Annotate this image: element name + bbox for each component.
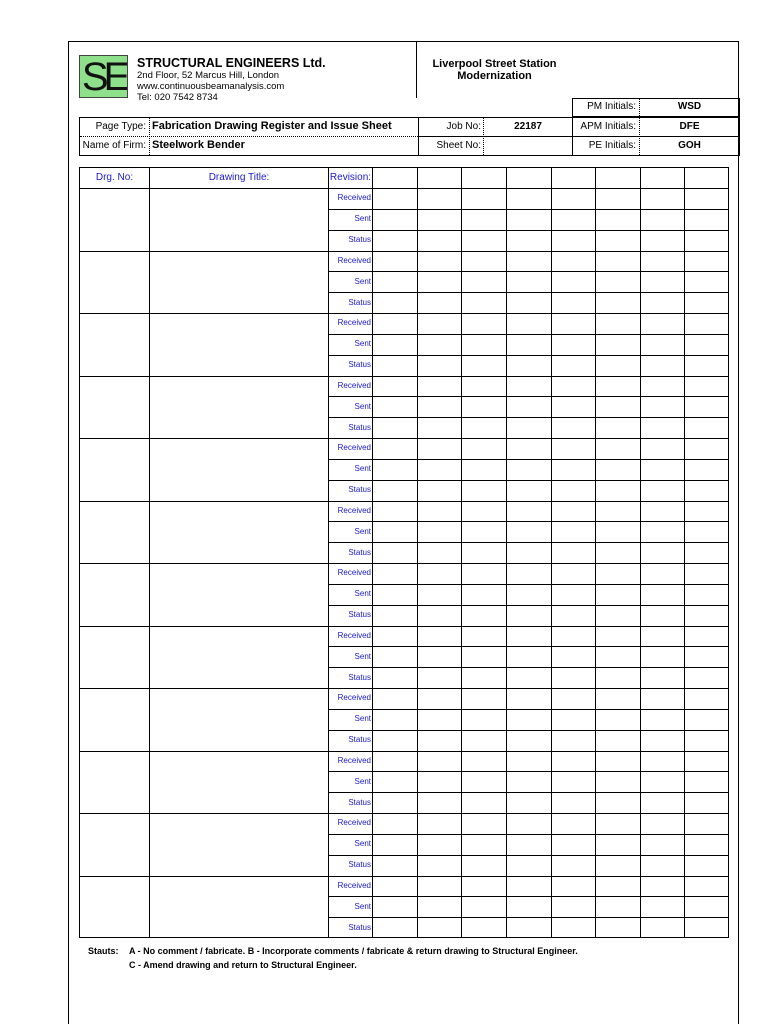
grid-row-line xyxy=(79,563,729,564)
drawing-register-table xyxy=(79,167,729,938)
sub-row-label-status: Status xyxy=(348,235,371,244)
sub-row-label-status: Status xyxy=(348,673,371,682)
grid-header-line xyxy=(79,188,729,189)
sub-row-label-status: Status xyxy=(348,298,371,307)
sub-row-label-status: Status xyxy=(348,860,371,869)
grid-row-line xyxy=(79,376,729,377)
status-legend-label: Stauts: xyxy=(88,946,119,956)
grid-row-line xyxy=(328,917,729,918)
grid-row-line xyxy=(328,292,729,293)
sub-row-label-received: Received xyxy=(337,818,371,827)
sub-row-label-received: Received xyxy=(337,193,371,202)
sub-row-label-sent: Sent xyxy=(354,402,371,411)
column-header-revision: Revision: xyxy=(329,172,372,183)
grid-row-line xyxy=(328,480,729,481)
job-no-value[interactable]: 22187 xyxy=(514,121,542,132)
firm-name-value[interactable]: Steelwork Bender xyxy=(152,139,245,151)
grid-row-line xyxy=(328,355,729,356)
divider xyxy=(80,136,418,137)
pe-initials-label: PE Initials: xyxy=(588,140,636,151)
column-header-drg-no: Drg. No: xyxy=(95,172,134,183)
column-header-drawing-title: Drawing Title: xyxy=(208,172,270,183)
grid-column-line xyxy=(417,167,418,938)
project-title: Liverpool Street Station xyxy=(432,58,557,70)
grid-row-line xyxy=(79,688,729,689)
grid-row-line xyxy=(328,709,729,710)
grid-column-line xyxy=(372,167,373,938)
sub-row-label-received: Received xyxy=(337,443,371,452)
grid-row-line xyxy=(328,230,729,231)
sub-row-label-sent: Sent xyxy=(354,527,371,536)
grid-row-line xyxy=(79,251,729,252)
grid-row-line xyxy=(79,626,729,627)
grid-row-line xyxy=(328,646,729,647)
grid-row-line xyxy=(328,771,729,772)
sub-row-label-status: Status xyxy=(348,735,371,744)
page-type-value[interactable]: Fabrication Drawing Register and Issue Sheet xyxy=(152,120,392,132)
grid-row-line xyxy=(328,417,729,418)
grid-row-line xyxy=(328,209,729,210)
pm-initials-label: PM Initials: xyxy=(587,101,636,112)
sub-row-label-status: Status xyxy=(348,360,371,369)
sub-row-label-sent: Sent xyxy=(354,339,371,348)
company-name: STRUCTURAL ENGINEERS Ltd. xyxy=(137,56,326,70)
sub-row-label-received: Received xyxy=(337,693,371,702)
grid-row-line xyxy=(79,313,729,314)
grid-row-line xyxy=(79,813,729,814)
page-type-label: Page Type: xyxy=(95,121,146,132)
sub-row-label-received: Received xyxy=(337,506,371,515)
pm-initials-value[interactable]: WSD xyxy=(677,101,702,112)
grid-column-line xyxy=(640,167,641,938)
sub-row-label-sent: Sent xyxy=(354,714,371,723)
grid-row-line xyxy=(79,438,729,439)
company-website: www.continuousbeamanalysis.com xyxy=(137,81,285,92)
sub-row-label-sent: Sent xyxy=(354,277,371,286)
sub-row-label-sent: Sent xyxy=(354,464,371,473)
grid-row-line xyxy=(328,667,729,668)
grid-row-line xyxy=(328,271,729,272)
sub-row-label-sent: Sent xyxy=(354,902,371,911)
sub-row-label-status: Status xyxy=(348,548,371,557)
divider xyxy=(418,136,739,137)
grid-row-line xyxy=(328,396,729,397)
grid-column-line xyxy=(461,167,462,938)
company-address: 2nd Floor, 52 Marcus Hill, London xyxy=(137,70,280,81)
apm-initials-label: APM Initials: xyxy=(580,121,636,132)
sub-row-label-received: Received xyxy=(337,756,371,765)
sub-row-label-status: Status xyxy=(348,423,371,432)
sub-row-label-sent: Sent xyxy=(354,839,371,848)
sheet-no-label: Sheet No: xyxy=(436,140,481,151)
sub-row-label-sent: Sent xyxy=(354,652,371,661)
grid-row-line xyxy=(328,792,729,793)
project-subtitle: Modernization xyxy=(457,70,532,82)
grid-column-line xyxy=(149,167,150,938)
grid-row-line xyxy=(328,896,729,897)
grid-row-line xyxy=(328,334,729,335)
company-tel: Tel: 020 7542 8734 xyxy=(137,92,218,103)
sub-row-label-status: Status xyxy=(348,485,371,494)
firm-name-label: Name of Firm: xyxy=(82,140,146,151)
apm-initials-value[interactable]: DFE xyxy=(679,121,700,132)
sub-row-label-received: Received xyxy=(337,881,371,890)
grid-row-line xyxy=(328,730,729,731)
sub-row-label-status: Status xyxy=(348,798,371,807)
grid-row-line xyxy=(328,855,729,856)
grid-row-line xyxy=(328,584,729,585)
status-legend-line-2: C - Amend drawing and return to Structural Engineer. xyxy=(129,960,357,970)
sub-row-label-status: Status xyxy=(348,923,371,932)
sub-row-label-received: Received xyxy=(337,381,371,390)
divider xyxy=(149,118,150,155)
sub-row-label-sent: Sent xyxy=(354,777,371,786)
sub-row-label-sent: Sent xyxy=(354,214,371,223)
company-logo: SE xyxy=(79,55,128,98)
sub-row-label-received: Received xyxy=(337,318,371,327)
grid-row-line xyxy=(328,834,729,835)
grid-row-line xyxy=(328,542,729,543)
grid-row-line xyxy=(79,876,729,877)
sub-row-label-received: Received xyxy=(337,568,371,577)
sub-row-label-sent: Sent xyxy=(354,589,371,598)
grid-column-line xyxy=(684,167,685,938)
job-no-label: Job No: xyxy=(446,121,481,132)
grid-column-line xyxy=(595,167,596,938)
pe-initials-value[interactable]: GOH xyxy=(678,140,701,151)
status-legend-line-1: A - No comment / fabricate. B - Incorporate comments / fabricate & return drawing to Structural Engineer. xyxy=(129,946,578,956)
grid-row-line xyxy=(79,501,729,502)
grid-row-line xyxy=(328,459,729,460)
grid-column-line xyxy=(551,167,552,938)
grid-row-line xyxy=(328,605,729,606)
grid-row-line xyxy=(328,521,729,522)
sub-row-label-received: Received xyxy=(337,631,371,640)
sub-row-label-received: Received xyxy=(337,256,371,265)
grid-column-line xyxy=(506,167,507,938)
sub-row-label-status: Status xyxy=(348,610,371,619)
grid-row-line xyxy=(79,751,729,752)
